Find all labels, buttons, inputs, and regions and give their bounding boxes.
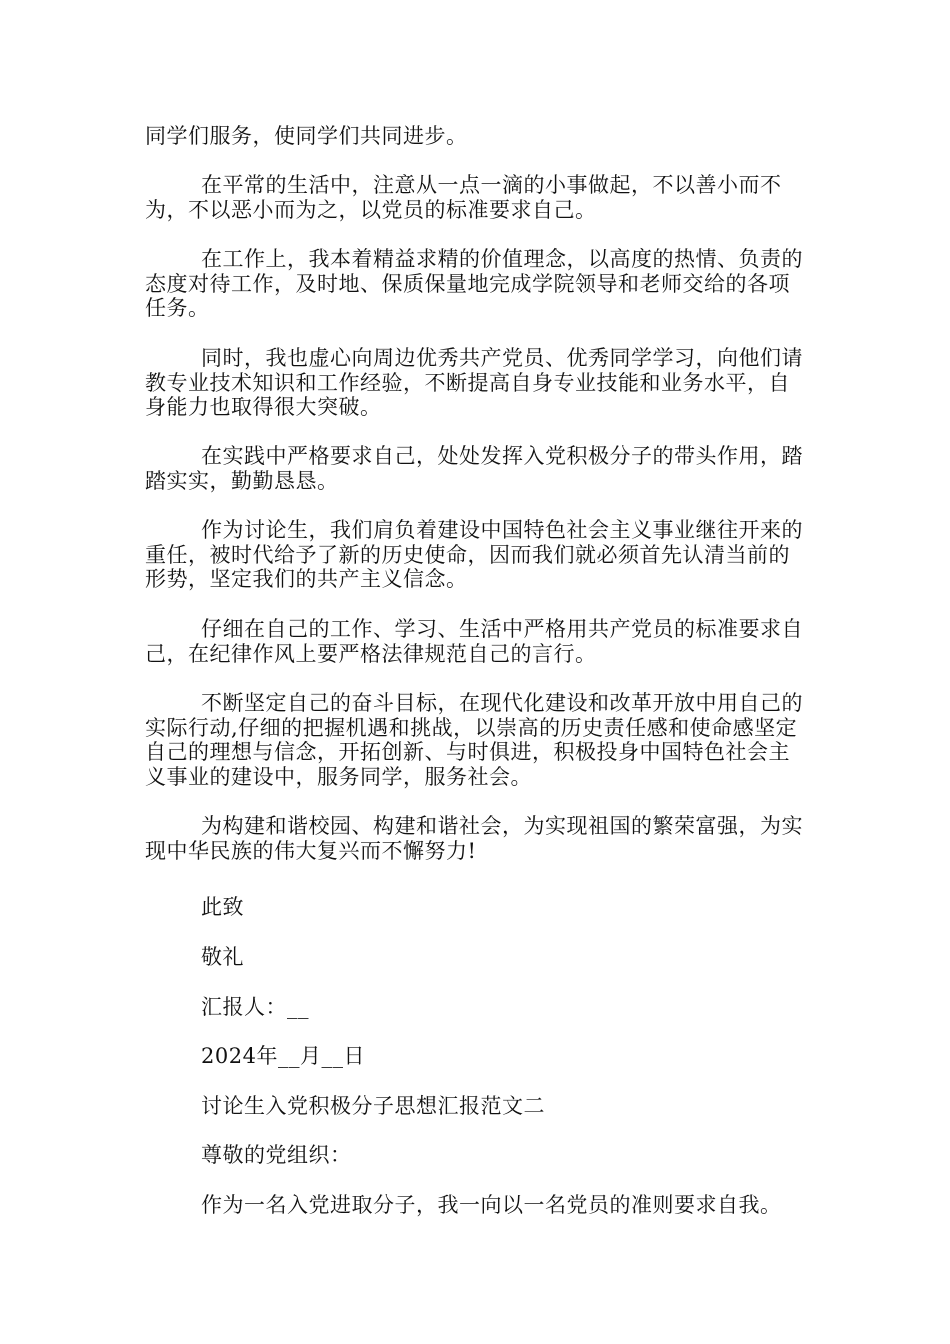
paragraph-aspiration: 为构建和谐校园、构建和谐社会，为实现祖国的繁荣富强，为实现中华民族的伟大复兴而不懈努力! [145,814,803,863]
paragraph-continuation: 同学们服务，使同学们共同进步。 [145,124,468,148]
greeting-line: 尊敬的党组织： [201,1143,352,1167]
paragraph-work: 在工作上，我本着精益求精的价值理念，以高度的热情、负责的态度对待工作，及时地、保质保量地完成学院领导和老师交给的各项任务。 [145,247,803,320]
next-article-title: 讨论生入党积极分子思想汇报范文二 [201,1094,545,1118]
salutation-jingli: 敬礼 [201,945,244,969]
paragraph-daily-life: 在平常的生活中，注意从一点一滴的小事做起，不以善小而不为，不以恶小而为之，以党员的标准要求自己。 [145,173,782,222]
salutation-cizhi: 此致 [201,895,244,919]
opening-sentence: 作为一名入党进取分子，我一向以一名党员的准则要求自我。 [201,1193,782,1217]
paragraph-goals: 不断坚定自己的奋斗目标，在现代化建设和改革开放中用自己的实际行动,仔细的把握机遇和挑战，以崇高的历史责任感和使命感坚定自己的理想与信念，开拓创新、与时俱进，积极投身中国特色社会主义事业的建设中，服务同学，服务社会。 [145,691,803,789]
reporter-line: 汇报人：__ [201,995,309,1019]
paragraph-learning: 同时，我也虚心向周边优秀共产党员、优秀同学学习，向他们请教专业技术知识和工作经验，不断提高自身专业技能和业务水平，自身能力也取得很大突破。 [145,346,803,419]
paragraph-practice: 在实践中严格要求自己，处处发挥入党积极分子的带头作用，踏踏实实，勤勤恳恳。 [145,444,803,493]
date-line: 2024年__月__日 [201,1044,365,1068]
paragraph-mission: 作为讨论生，我们肩负着建设中国特色社会主义事业继往开来的重任，被时代给予了新的历史使命，因而我们就必须首先认清当前的形势，坚定我们的共产主义信念。 [145,518,803,591]
paragraph-discipline: 仔细在自己的工作、学习、生活中严格用共产党员的标准要求自己，在纪律作风上要严格法律规范自己的言行。 [145,617,803,666]
